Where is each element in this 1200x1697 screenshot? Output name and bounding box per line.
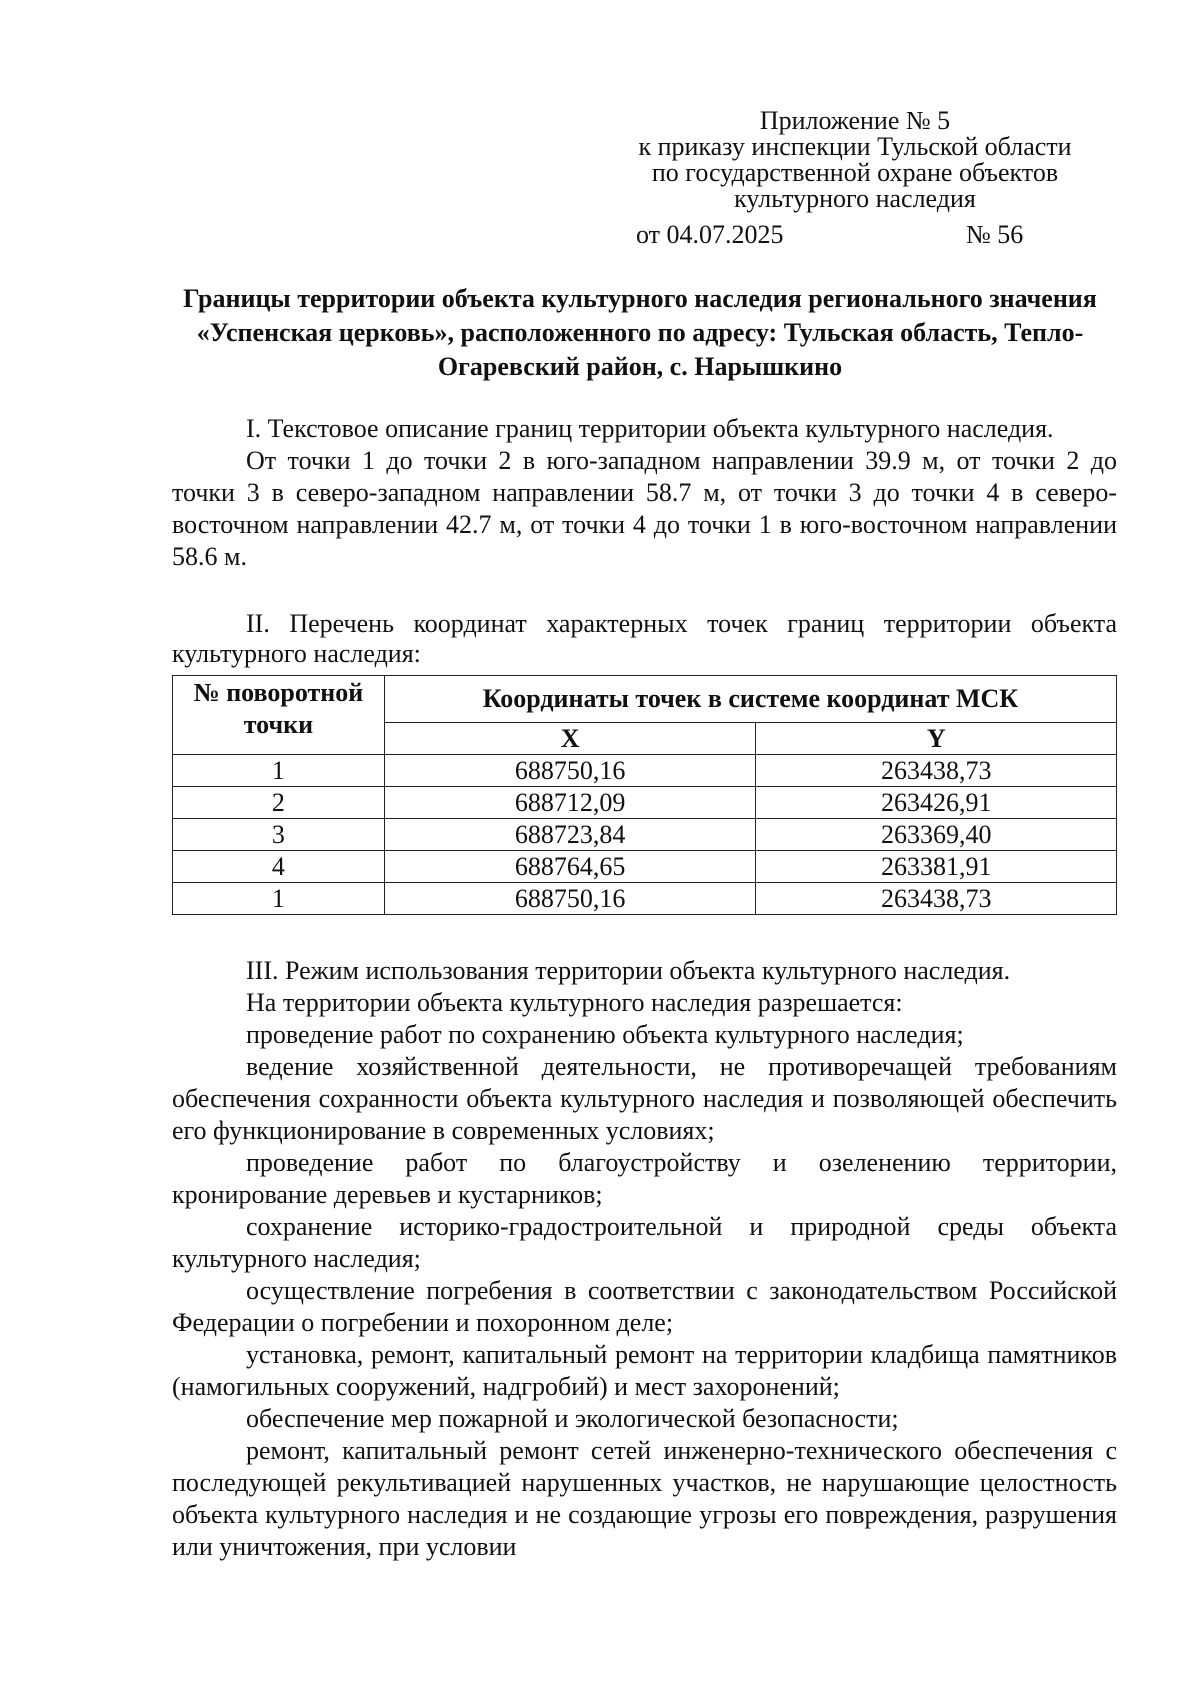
section-2-heading: II. Перечень координат характерных точек границ территории объекта культурного наследия: [172, 609, 1117, 668]
coord-x: 688764,65 [384, 851, 756, 883]
point-number: 1 [173, 755, 385, 787]
point-number: 4 [173, 851, 385, 883]
order-date: от 04.07.2025 [636, 220, 784, 249]
order-number: № 56 [966, 220, 1024, 249]
point-number: 1 [173, 883, 385, 915]
table-row [173, 755, 1117, 787]
coord-x: 688750,16 [384, 755, 756, 787]
section-3-paragraph: сохранение историко-градостроительной и природной среды объекта культурного наследия; [172, 1212, 1117, 1273]
section-1-text: От точки 1 до точки 2 в юго-западном направлении 39.9 м, от точки 2 до точки 3 в северо-западном направлении 58.7 м, от точки 3 до точки 4 в северо-восточном направлении 42.7 м, от точки 4 до точки 1 в юго-восточном направлении 58.6 м. [172, 446, 1117, 571]
section-3-paragraph: обеспечение мер пожарной и экологической безопасности; [246, 1404, 899, 1433]
appendix-block [610, 108, 1100, 212]
section-3-paragraph: проведение работ по благоустройству и озеленению территории, кронирование деревьев и кустарников; [172, 1148, 1117, 1209]
section-3-paragraph: проведение работ по сохранению объекта культурного наследия; [246, 1020, 964, 1049]
section-1-heading: I. Текстовое описание границ территории объекта культурного наследия. [246, 414, 1054, 443]
section-1 [172, 413, 1117, 573]
coord-y: 263438,73 [756, 883, 1117, 915]
section-3 [172, 955, 1117, 1563]
section-3-paragraph: На территории объекта культурного наследия разрешается: [246, 988, 903, 1017]
point-number: 3 [173, 819, 385, 851]
coord-x: 688723,84 [384, 819, 756, 851]
coord-y: 263438,73 [756, 755, 1117, 787]
point-number: 2 [173, 787, 385, 819]
coord-y: 263381,91 [756, 851, 1117, 883]
header-x: X [384, 723, 756, 755]
section-3-paragraph: ремонт, капитальный ремонт сетей инженерно-технического обеспечения с последующей рекультивацией нарушенных участков, не нарушающие целостность объекта культурного наследия и не создающие угрозы его повреждения, разрушения или уничтожения, при условии [172, 1436, 1117, 1561]
coord-x: 688712,09 [384, 787, 756, 819]
coord-y: 263426,91 [756, 787, 1117, 819]
header-point-number: № поворотной точки [173, 676, 385, 755]
coord-x: 688750,16 [384, 883, 756, 915]
appendix-line-3: по государственной охране объектов [651, 158, 1059, 187]
header-coordinates: Координаты точек в системе координат МСК [384, 676, 1116, 723]
section-3-paragraph: ведение хозяйственной деятельности, не противоречащей требованиям обеспечения сохранности объекта культурного наследия и позволяющей обеспечить его функционирование в современных условиях; [172, 1052, 1117, 1145]
appendix-line-1: Приложение № 5 [759, 106, 951, 135]
section-3-paragraph: осуществление погребения в соответствии с законодательством Российской Федерации о погребении и похоронном деле; [172, 1276, 1117, 1337]
document-title: Границы территории объекта культурного наследия регионального значения «Успенская церковь», расположенного по адресу: Тульская область, Тепло-Огаревский район, с. Нарышкино [183, 284, 1097, 381]
appendix-line-4: культурного наследия [734, 184, 976, 213]
table-row [173, 883, 1117, 915]
coord-y: 263369,40 [756, 819, 1117, 851]
section-3-paragraph: установка, ремонт, капитальный ремонт на территории кладбища памятников (намогильных сооружений, надгробий) и мест захоронений; [172, 1340, 1117, 1401]
table-row [173, 819, 1117, 851]
appendix-line-2: к приказу инспекции Тульской области [638, 132, 1072, 161]
section-3-heading: III. Режим использования территории объекта культурного наследия. [246, 956, 1011, 985]
coordinates-table [172, 675, 1117, 915]
table-row [173, 851, 1117, 883]
header-y: Y [756, 723, 1117, 755]
section-2 [172, 609, 1117, 669]
table-row [173, 787, 1117, 819]
